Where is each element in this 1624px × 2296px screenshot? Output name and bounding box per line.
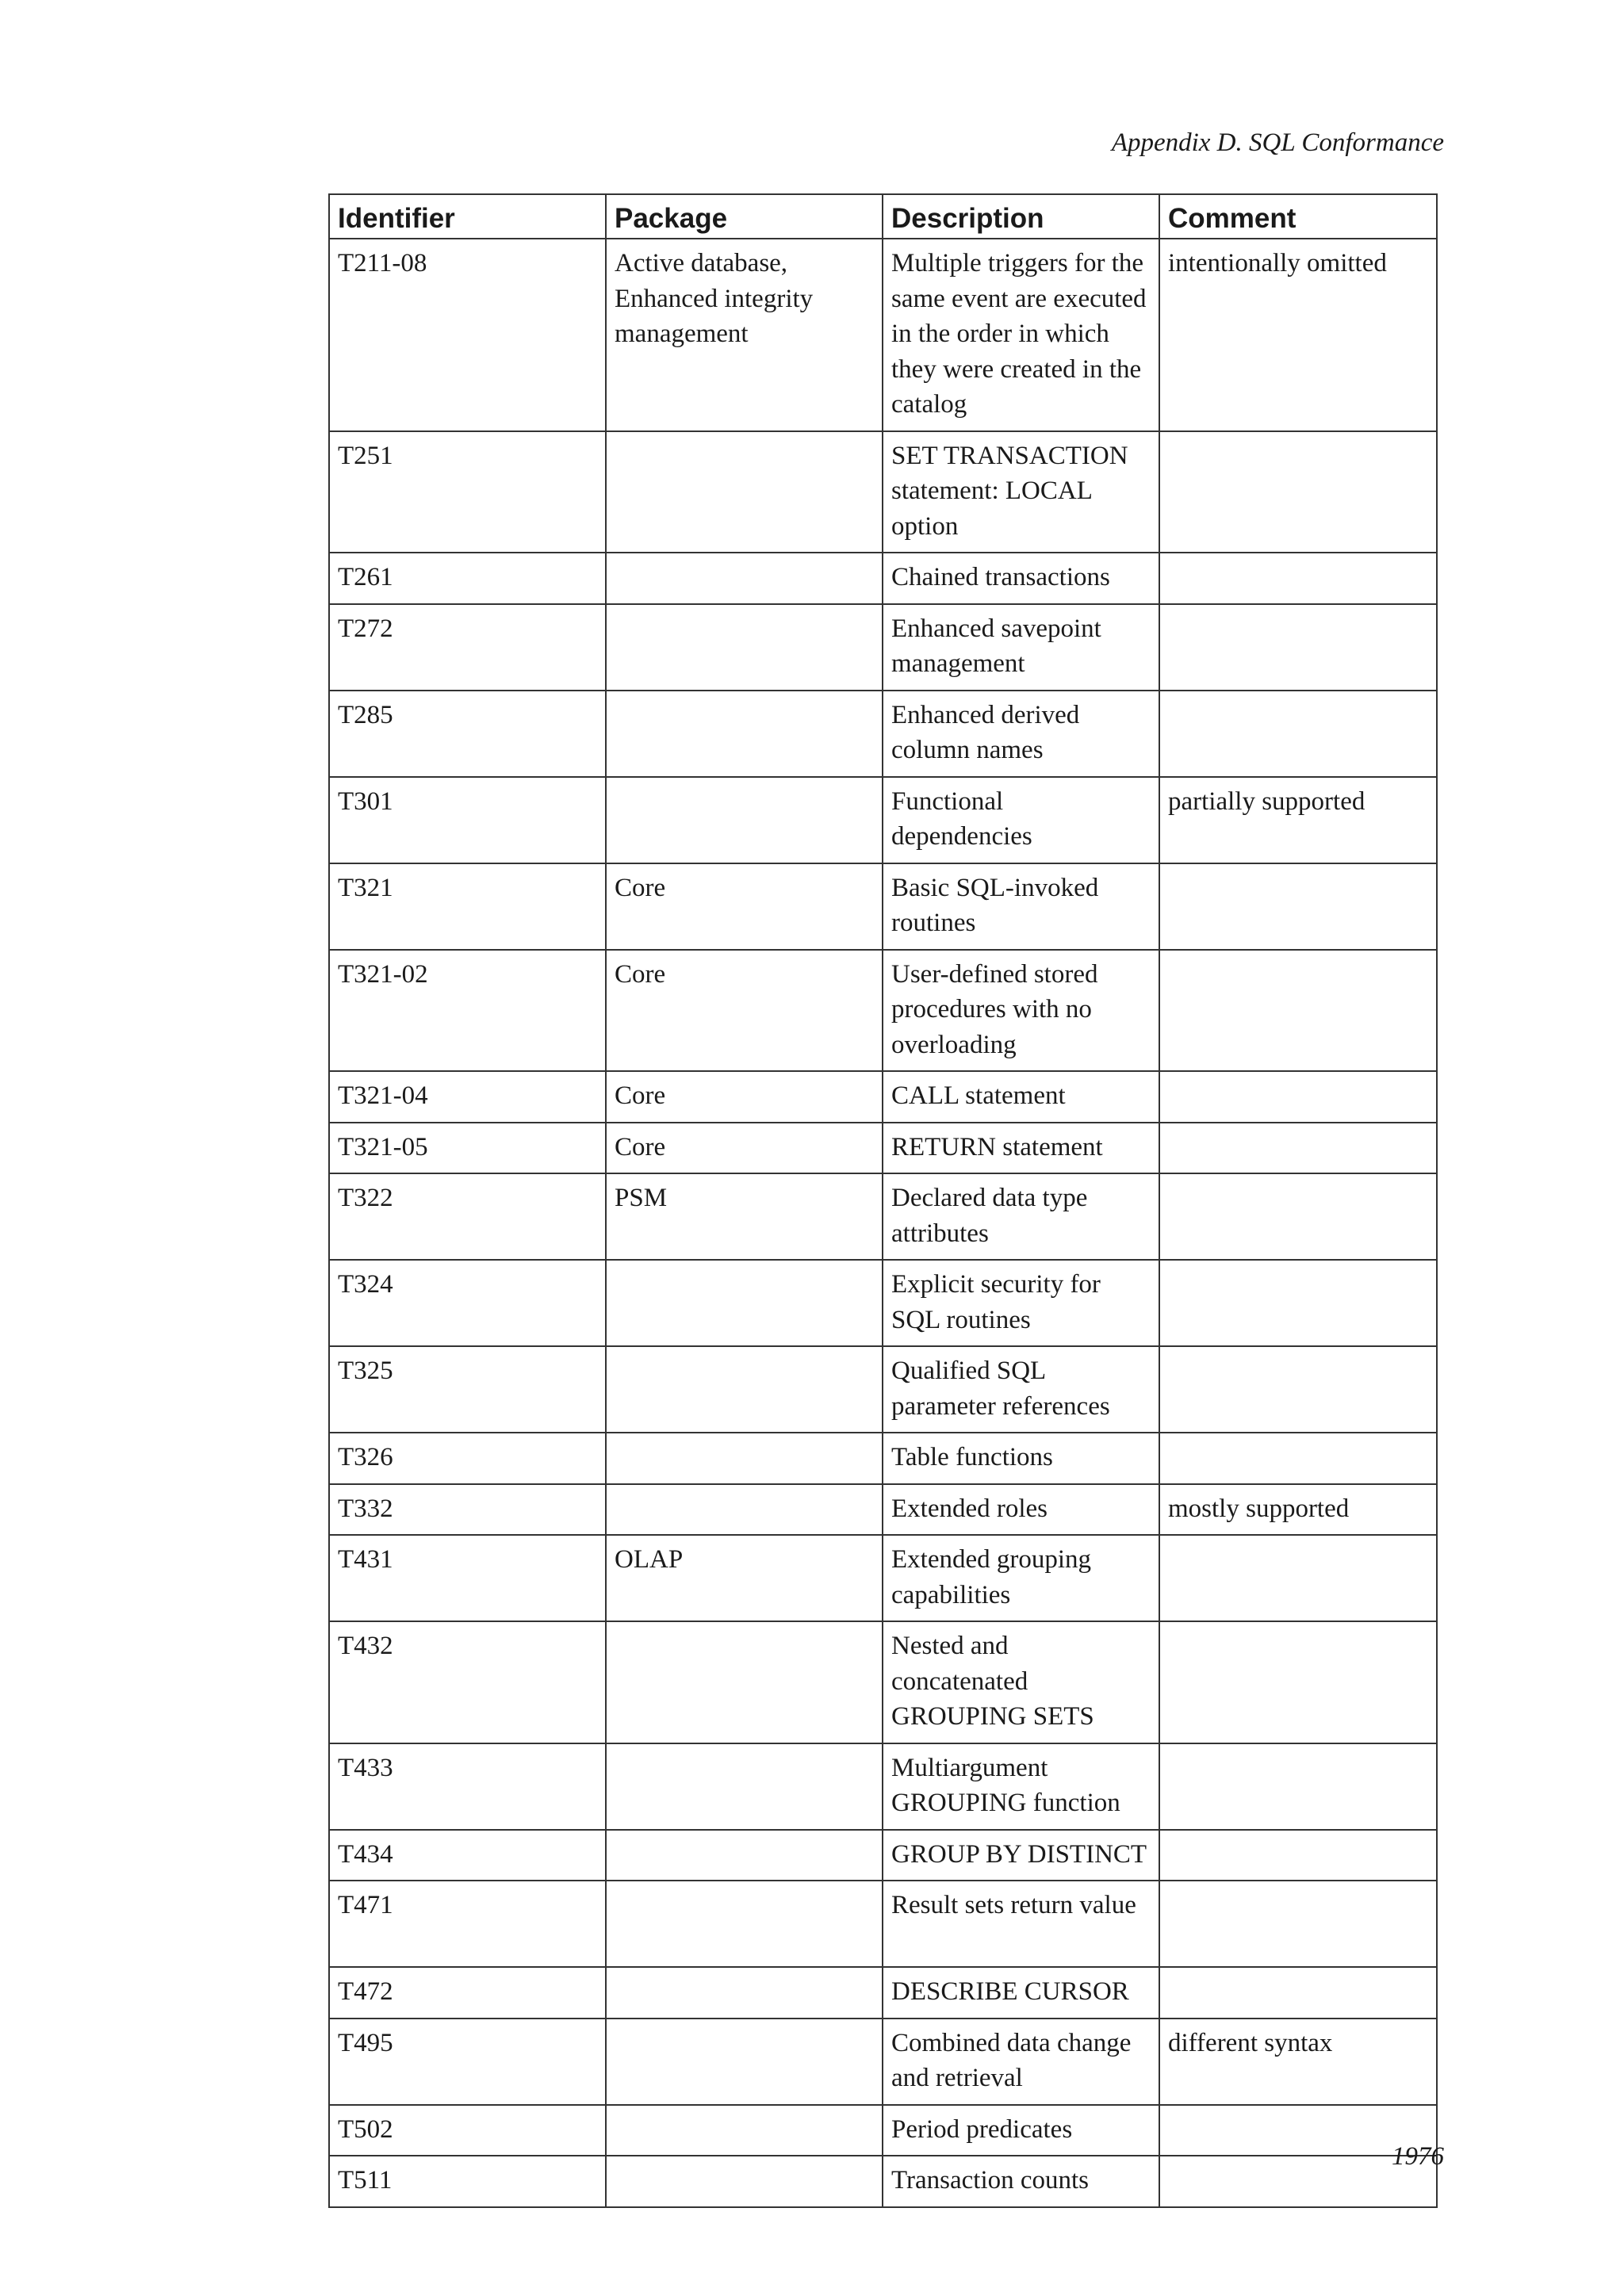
package-cell [606, 777, 883, 863]
comment-cell [1159, 604, 1437, 691]
description-cell: Extended grouping capabilities [883, 1535, 1159, 1621]
description-cell: Multiple triggers for the same event are executed in the order in which they were created in the catalog [883, 239, 1159, 431]
package-cell [606, 2105, 883, 2156]
comment-cell: intentionally omitted [1159, 239, 1437, 431]
identifier-cell: T322 [329, 1173, 606, 1260]
identifier-cell: T472 [329, 1967, 606, 2019]
identifier-cell: T325 [329, 1346, 606, 1433]
comment-cell [1159, 1881, 1437, 1967]
comment-cell [1159, 691, 1437, 777]
package-cell [606, 1881, 883, 1967]
table-row [329, 553, 1437, 604]
identifier-cell: T432 [329, 1621, 606, 1743]
description-cell: CALL statement [883, 1071, 1159, 1123]
table-row [329, 1433, 1437, 1484]
description-cell: GROUP BY DISTINCT [883, 1830, 1159, 1881]
table-row [329, 1484, 1437, 1536]
table-row [329, 691, 1437, 777]
package-cell [606, 1743, 883, 1830]
package-cell [606, 691, 883, 777]
identifier-cell: T324 [329, 1260, 606, 1346]
package-cell [606, 1967, 883, 2019]
description-cell: DESCRIBE CURSOR [883, 1967, 1159, 2019]
identifier-cell: T272 [329, 604, 606, 691]
description-cell: Result sets return value [883, 1881, 1159, 1967]
description-cell: Transaction counts [883, 2156, 1159, 2207]
description-cell: Basic SQL-invoked routines [883, 863, 1159, 950]
comment-cell [1159, 950, 1437, 1072]
comment-cell [1159, 863, 1437, 950]
table-row [329, 1535, 1437, 1621]
comment-cell [1159, 1346, 1437, 1433]
description-cell: Multiargument GROUPING function [883, 1743, 1159, 1830]
package-cell [606, 1260, 883, 1346]
comment-cell [1159, 1830, 1437, 1881]
package-cell [606, 604, 883, 691]
comment-cell [1159, 1071, 1437, 1123]
comment-cell [1159, 1535, 1437, 1621]
package-cell: Core [606, 1071, 883, 1123]
running-header: Appendix D. SQL Conformance [1111, 128, 1444, 157]
comment-cell: mostly supported [1159, 1484, 1437, 1536]
description-cell: Enhanced derived column names [883, 691, 1159, 777]
description-cell: Enhanced savepoint management [883, 604, 1159, 691]
package-cell [606, 2156, 883, 2207]
table-row [329, 1260, 1437, 1346]
identifier-cell: T471 [329, 1881, 606, 1967]
comment-cell [1159, 1173, 1437, 1260]
table-row [329, 431, 1437, 553]
table-row [329, 239, 1437, 431]
description-cell: Functional dependencies [883, 777, 1159, 863]
table-header-row [329, 194, 1437, 239]
comment-cell [1159, 553, 1437, 604]
table-row [329, 1743, 1437, 1830]
table-row [329, 1830, 1437, 1881]
identifier-cell: T301 [329, 777, 606, 863]
identifier-cell: T434 [329, 1830, 606, 1881]
comment-cell [1159, 1621, 1437, 1743]
table-row [329, 2019, 1437, 2105]
package-cell: Core [606, 1123, 883, 1174]
table-row [329, 1071, 1437, 1123]
identifier-cell: T321-04 [329, 1071, 606, 1123]
description-cell: User-defined stored procedures with no overloading [883, 950, 1159, 1072]
identifier-cell: T321-02 [329, 950, 606, 1072]
package-cell [606, 1484, 883, 1536]
description-cell: Nested and concatenated GROUPING SETS [883, 1621, 1159, 1743]
identifier-cell: T285 [329, 691, 606, 777]
table-row [329, 1621, 1437, 1743]
comment-cell [1159, 1123, 1437, 1174]
package-cell: Core [606, 863, 883, 950]
comment-cell: different syntax [1159, 2019, 1437, 2105]
package-cell: Active database, Enhanced integrity management [606, 239, 883, 431]
table-row [329, 1967, 1437, 2019]
identifier-cell: T431 [329, 1535, 606, 1621]
table-row [329, 777, 1437, 863]
table-row [329, 1123, 1437, 1174]
conformance-table [328, 193, 1438, 2208]
identifier-cell: T511 [329, 2156, 606, 2207]
table-row [329, 950, 1437, 1072]
table-row [329, 1881, 1437, 1967]
table-body [329, 239, 1437, 2207]
comment-cell [1159, 431, 1437, 553]
identifier-cell: T495 [329, 2019, 606, 2105]
description-cell: Qualified SQL parameter references [883, 1346, 1159, 1433]
comment-cell [1159, 1433, 1437, 1484]
page-number: 1976 [1392, 2142, 1444, 2171]
column-header-comment: Comment [1159, 194, 1437, 239]
description-cell: RETURN statement [883, 1123, 1159, 1174]
description-cell: Combined data change and retrieval [883, 2019, 1159, 2105]
table-row [329, 2105, 1437, 2156]
identifier-cell: T321-05 [329, 1123, 606, 1174]
identifier-cell: T332 [329, 1484, 606, 1536]
identifier-cell: T502 [329, 2105, 606, 2156]
comment-cell [1159, 1260, 1437, 1346]
description-cell: Explicit security for SQL routines [883, 1260, 1159, 1346]
column-header-description: Description [883, 194, 1159, 239]
table-row [329, 1346, 1437, 1433]
column-header-identifier: Identifier [329, 194, 606, 239]
package-cell [606, 1433, 883, 1484]
comment-cell [1159, 1743, 1437, 1830]
comment-cell: partially supported [1159, 777, 1437, 863]
package-cell [606, 2019, 883, 2105]
identifier-cell: T321 [329, 863, 606, 950]
description-cell: Declared data type attributes [883, 1173, 1159, 1260]
description-cell: Extended roles [883, 1484, 1159, 1536]
identifier-cell: T326 [329, 1433, 606, 1484]
identifier-cell: T251 [329, 431, 606, 553]
description-cell: Chained transactions [883, 553, 1159, 604]
identifier-cell: T211-08 [329, 239, 606, 431]
description-cell: Table functions [883, 1433, 1159, 1484]
package-cell [606, 1621, 883, 1743]
package-cell: OLAP [606, 1535, 883, 1621]
table-row [329, 2156, 1437, 2207]
package-cell [606, 553, 883, 604]
description-cell: Period predicates [883, 2105, 1159, 2156]
description-cell: SET TRANSACTION statement: LOCAL option [883, 431, 1159, 553]
table-row [329, 1173, 1437, 1260]
table-row [329, 604, 1437, 691]
package-cell [606, 1830, 883, 1881]
package-cell: PSM [606, 1173, 883, 1260]
comment-cell [1159, 1967, 1437, 2019]
package-cell [606, 431, 883, 553]
package-cell [606, 1346, 883, 1433]
column-header-package: Package [606, 194, 883, 239]
table-row [329, 863, 1437, 950]
identifier-cell: T433 [329, 1743, 606, 1830]
identifier-cell: T261 [329, 553, 606, 604]
package-cell: Core [606, 950, 883, 1072]
